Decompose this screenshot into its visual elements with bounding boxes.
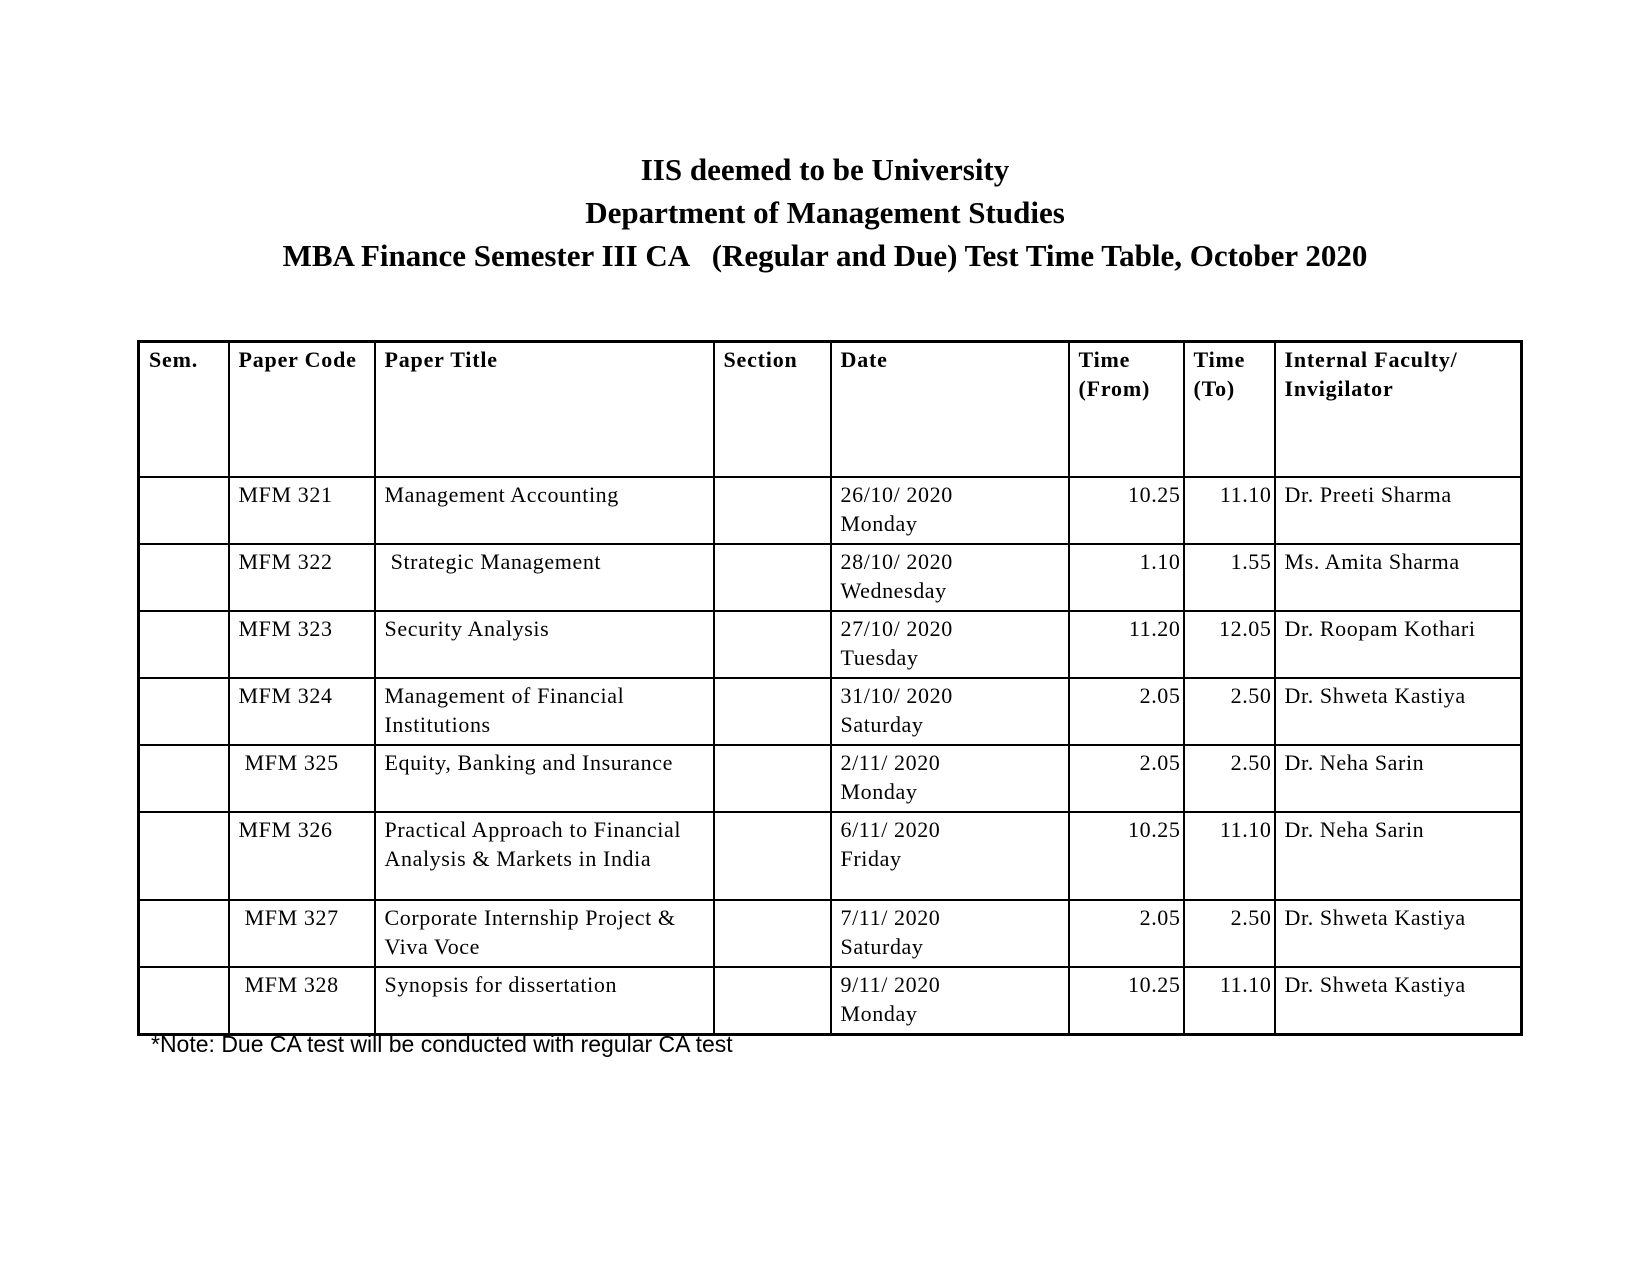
cell-section xyxy=(714,611,831,678)
cell-paper-code: MFM 322 xyxy=(229,544,375,611)
table-row xyxy=(139,745,1522,812)
day-value: Monday xyxy=(840,779,918,804)
table-row xyxy=(139,678,1522,745)
cell-sem xyxy=(139,745,229,812)
cell-paper-code: MFM 328 xyxy=(229,967,375,1034)
date-value: 9/11/ 2020 xyxy=(840,972,941,997)
department-name: Department of Management Studies xyxy=(585,195,1065,230)
cell-time-from: 2.05 xyxy=(1069,745,1184,812)
cell-faculty: Dr. Shweta Kastiya xyxy=(1275,967,1522,1034)
cell-faculty: Dr. Preeti Sharma xyxy=(1275,477,1522,544)
cell-time-to: 2.50 xyxy=(1184,745,1275,812)
cell-section xyxy=(714,678,831,745)
cell-paper-title: Management Accounting xyxy=(375,477,714,544)
cell-paper-title: Management of Financial Institutions xyxy=(375,678,714,745)
column-header-paper-title: Paper Title xyxy=(375,342,714,478)
date-value: 31/10/ 2020 xyxy=(840,683,953,708)
cell-section xyxy=(714,812,831,900)
column-header-date: Date xyxy=(831,342,1069,478)
cell-sem xyxy=(139,611,229,678)
cell-date xyxy=(831,544,1069,611)
cell-time-from: 2.05 xyxy=(1069,900,1184,967)
table-header-row xyxy=(139,342,1522,478)
date-value: 2/11/ 2020 xyxy=(840,750,941,775)
cell-paper-title: Strategic Management xyxy=(375,544,714,611)
table-row xyxy=(139,611,1522,678)
cell-sem xyxy=(139,544,229,611)
cell-date xyxy=(831,678,1069,745)
day-value: Wednesday xyxy=(840,578,947,603)
cell-time-from: 10.25 xyxy=(1069,967,1184,1034)
cell-paper-title: Corporate Internship Project & Viva Voce xyxy=(375,900,714,967)
column-header-time-to: Time (To) xyxy=(1184,342,1275,478)
cell-sem xyxy=(139,967,229,1034)
date-value: 7/11/ 2020 xyxy=(840,905,941,930)
cell-date xyxy=(831,477,1069,544)
table-row xyxy=(139,967,1522,1034)
column-header-paper-code: Paper Code xyxy=(229,342,375,478)
cell-paper-title: Security Analysis xyxy=(375,611,714,678)
cell-time-to: 2.50 xyxy=(1184,900,1275,967)
cell-faculty: Dr. Neha Sarin xyxy=(1275,812,1522,900)
cell-paper-title: Practical Approach to Financial Analysis & Markets in India xyxy=(375,812,714,900)
column-header-time-from: Time (From) xyxy=(1069,342,1184,478)
cell-faculty: Dr. Shweta Kastiya xyxy=(1275,900,1522,967)
cell-paper-code: MFM 326 xyxy=(229,812,375,900)
cell-faculty: Dr. Roopam Kothari xyxy=(1275,611,1522,678)
cell-paper-code: MFM 321 xyxy=(229,477,375,544)
cell-faculty: Ms. Amita Sharma xyxy=(1275,544,1522,611)
cell-section xyxy=(714,745,831,812)
day-value: Saturday xyxy=(840,934,924,959)
table-row xyxy=(139,900,1522,967)
date-value: 27/10/ 2020 xyxy=(840,616,953,641)
cell-date xyxy=(831,611,1069,678)
cell-time-from: 2.05 xyxy=(1069,678,1184,745)
cell-time-from: 11.20 xyxy=(1069,611,1184,678)
cell-section xyxy=(714,900,831,967)
table-row xyxy=(139,544,1522,611)
cell-section xyxy=(714,967,831,1034)
cell-paper-title: Equity, Banking and Insurance xyxy=(375,745,714,812)
cell-time-to: 12.05 xyxy=(1184,611,1275,678)
cell-paper-code: MFM 327 xyxy=(229,900,375,967)
cell-sem xyxy=(139,900,229,967)
timetable xyxy=(137,340,1523,1036)
cell-section xyxy=(714,544,831,611)
footnote: *Note: Due CA test will be conducted with regular CA test xyxy=(151,1031,733,1057)
day-value: Monday xyxy=(840,511,918,536)
document-header xyxy=(0,148,1650,277)
day-value: Friday xyxy=(840,846,902,871)
table-row xyxy=(139,477,1522,544)
column-header-sem: Sem. xyxy=(139,342,229,478)
cell-sem xyxy=(139,678,229,745)
cell-sem xyxy=(139,812,229,900)
cell-time-to: 11.10 xyxy=(1184,477,1275,544)
cell-date xyxy=(831,900,1069,967)
cell-date xyxy=(831,745,1069,812)
cell-time-to: 11.10 xyxy=(1184,967,1275,1034)
cell-date xyxy=(831,967,1069,1034)
cell-time-to: 2.50 xyxy=(1184,678,1275,745)
cell-paper-title: Synopsis for dissertation xyxy=(375,967,714,1034)
date-value: 6/11/ 2020 xyxy=(840,817,941,842)
date-value: 28/10/ 2020 xyxy=(840,549,953,574)
cell-faculty: Dr. Neha Sarin xyxy=(1275,745,1522,812)
cell-sem xyxy=(139,477,229,544)
cell-paper-code: MFM 324 xyxy=(229,678,375,745)
cell-time-from: 10.25 xyxy=(1069,477,1184,544)
day-value: Tuesday xyxy=(840,645,919,670)
cell-date xyxy=(831,812,1069,900)
day-value: Monday xyxy=(840,1001,918,1026)
cell-time-to: 11.10 xyxy=(1184,812,1275,900)
cell-faculty: Dr. Shweta Kastiya xyxy=(1275,678,1522,745)
university-name: IIS deemed to be University xyxy=(640,152,1010,187)
date-value: 26/10/ 2020 xyxy=(840,482,953,507)
document-title: MBA Finance Semester III CA (Regular and Due) Test Time Table, October 2020 xyxy=(282,238,1368,273)
cell-time-from: 10.25 xyxy=(1069,812,1184,900)
cell-paper-code: MFM 323 xyxy=(229,611,375,678)
day-value: Saturday xyxy=(840,712,924,737)
cell-section xyxy=(714,477,831,544)
cell-paper-code: MFM 325 xyxy=(229,745,375,812)
column-header-faculty: Internal Faculty/ Invigilator xyxy=(1275,342,1522,478)
column-header-section: Section xyxy=(714,342,831,478)
cell-time-to: 1.55 xyxy=(1184,544,1275,611)
table-row xyxy=(139,812,1522,900)
cell-time-from: 1.10 xyxy=(1069,544,1184,611)
